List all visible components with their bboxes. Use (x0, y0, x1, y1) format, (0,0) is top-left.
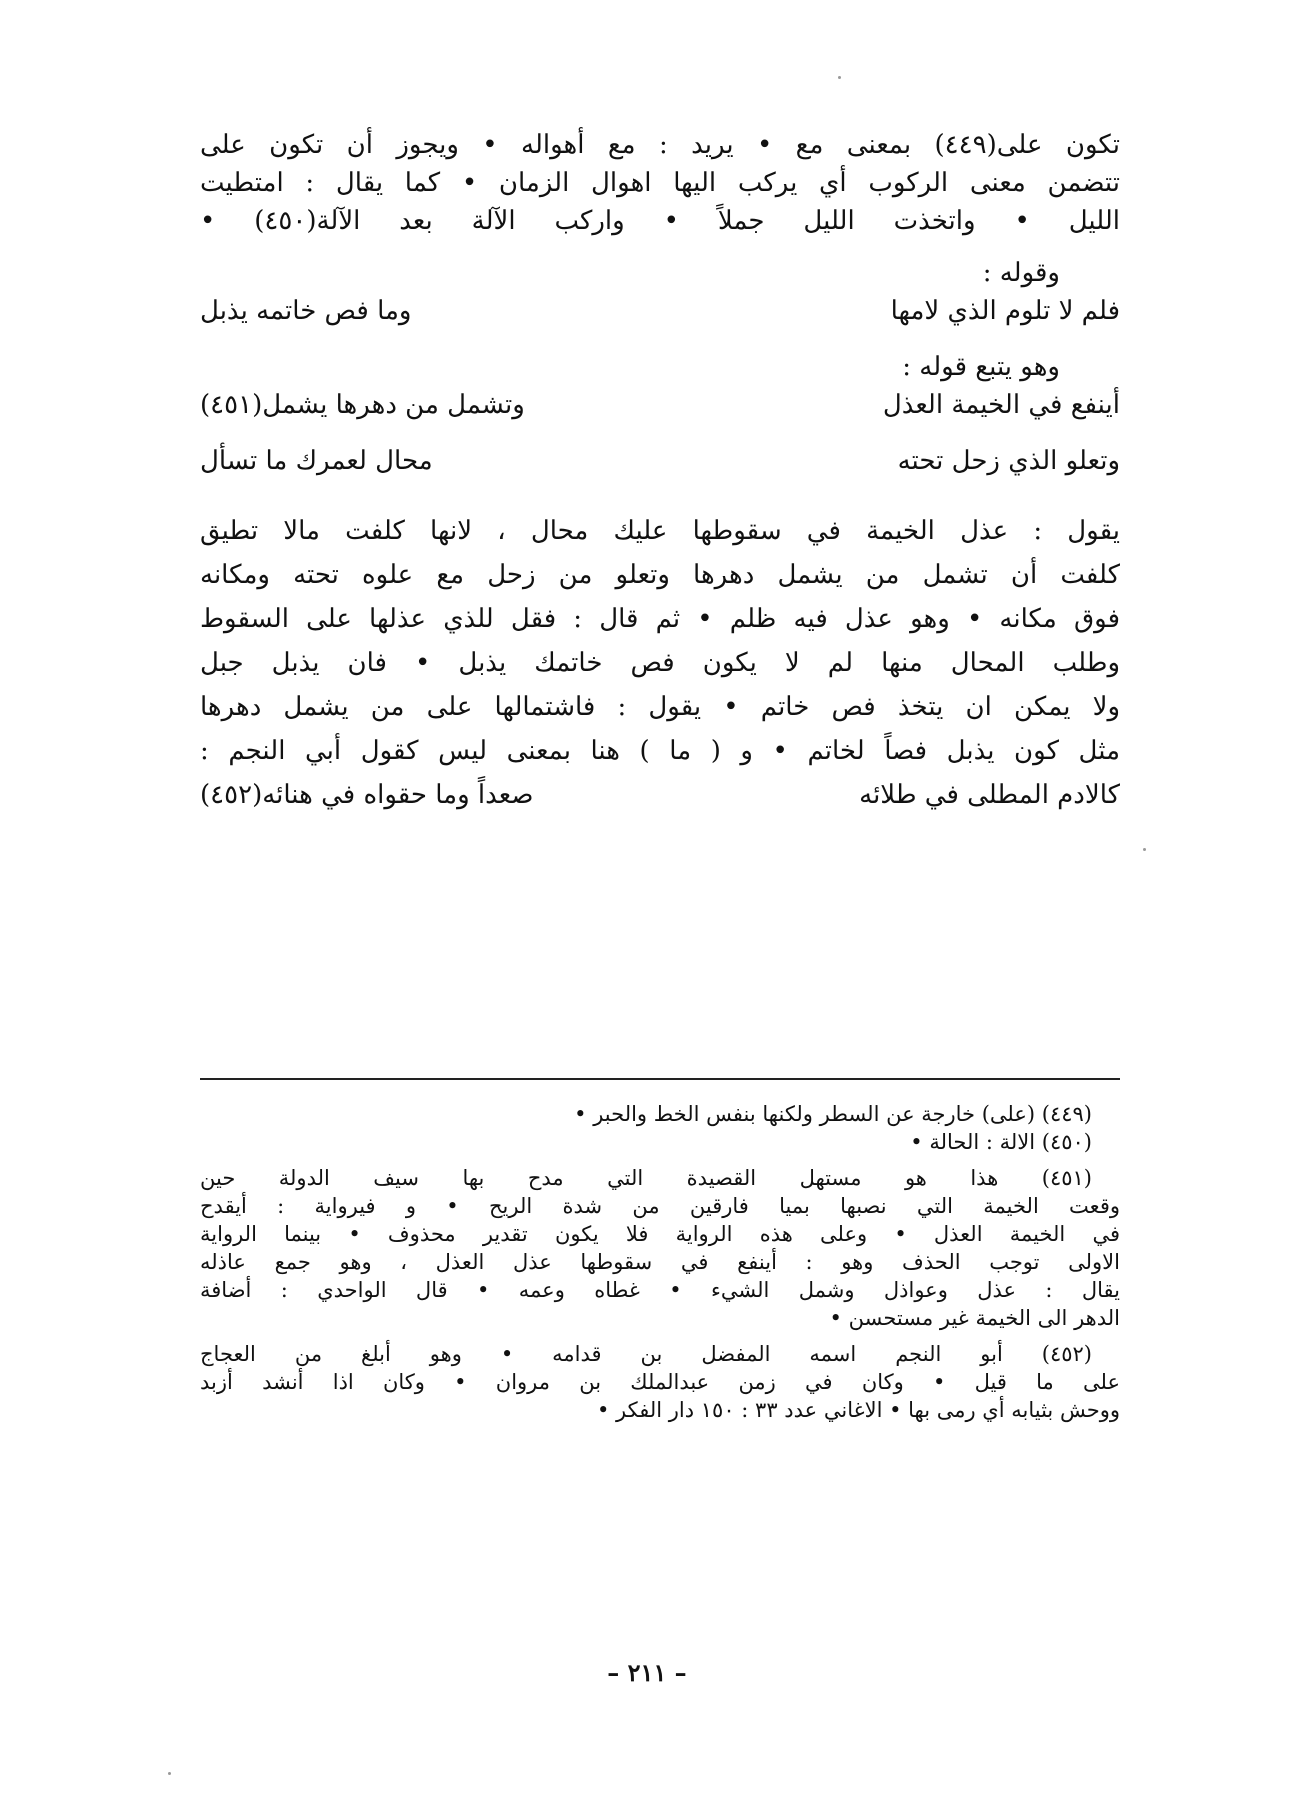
verse-4 (200, 780, 1120, 836)
prose-line-4: وطلب المحال منها لم لا يكون فص خاتمك يذبل • فان يذبل جبل (200, 648, 1120, 678)
verse-3 (200, 446, 1120, 502)
verse-1 (200, 296, 1120, 352)
verse-4-hemistich-left: صعداً وما حقواه في هنائه(٤٥٢) (200, 780, 534, 810)
verse-3-hemistich-left: محال لعمرك ما تسأل (200, 446, 433, 476)
footnote-451-line-2: وقعت الخيمة التي نصبها بميا فارقين من شدة الريح • و فيرواية : أيقدح (200, 1194, 1120, 1218)
scan-speck (838, 76, 841, 79)
footnote-separator (200, 1078, 1120, 1080)
footnote-452-line-2: على ما قيل • وكان في زمن عبدالملك بن مروان • وكان اذا أنشد أزبد (200, 1370, 1120, 1394)
page-number: – ٢١١ – (607, 1658, 687, 1687)
verse-intro-1: وقوله : (982, 258, 1060, 288)
verse-4-hemistich-right: كالادم المطلى في طلائه (859, 780, 1120, 810)
prose-line-1: يقول : عذل الخيمة في سقوطها عليك محال ، لانها كلفت مالا تطيق (200, 516, 1120, 546)
verse-3-hemistich-right: وتعلو الذي زحل تحته (897, 446, 1120, 476)
body-line-2: تتضمن معنى الركوب أي يركب اليها اهوال الزمان • كما يقال : امتطيت (200, 168, 1120, 198)
footnote-451-line-5: يقال : عذل وعواذل وشمل الشيء • غطاه وعمه • قال الواحدي : أضافة (200, 1278, 1120, 1302)
body-line-3: الليل • واتخذت الليل جملاً • واركب الآلة بعد الآلة(٤٥٠) • (200, 206, 1121, 236)
scan-speck (1143, 848, 1146, 851)
prose-line-2: كلفت أن تشمل من يشمل دهرها وتعلو من زحل مع علوه تحته ومكانه (200, 560, 1120, 590)
footnote-450: (٤٥٠) الالة : الحالة • (910, 1130, 1092, 1154)
prose-line-5: ولا يمكن ان يتخذ فص خاتم • يقول : فاشتمالها على من يشمل دهرها (200, 692, 1120, 722)
scan-speck (168, 1772, 171, 1775)
footnote-451-line-1: (٤٥١) هذا هو مستهل القصيدة التي مدح بها سيف الدولة حين (200, 1166, 1092, 1190)
footnotes (200, 1102, 1120, 1426)
footnote-451-line-6: الدهر الى الخيمة غير مستحسن • (829, 1306, 1120, 1330)
footnote-451-line-4: الاولى توجب الحذف وهو : أينفع في سقوطها عذل العذل ، وهو جمع عاذله (200, 1250, 1120, 1274)
verse-1-hemistich-right: فلم لا تلوم الذي لامها (890, 296, 1120, 326)
footnote-451-line-3: في الخيمة العذل • وعلى هذه الرواية فلا يكون تقدير محذوف • بينما الرواية (200, 1222, 1120, 1246)
prose-line-6: مثل كون يذبل فصاً لخاتم • و ( ما ) هنا بمعنى ليس كقول أبي النجم : (200, 736, 1120, 766)
prose-line-3: فوق مكانه • وهو عذل فيه ظلم • ثم قال : فقل للذي عذلها على السقوط (200, 604, 1120, 634)
verse-intro-2: وهو يتبع قوله : (902, 352, 1060, 382)
body-line-1: تكون على(٤٤٩) بمعنى مع • يريد : مع أهواله • ويجوز أن تكون على (200, 130, 1120, 160)
main-text (200, 130, 1120, 836)
verse-2 (200, 390, 1120, 446)
verse-1-hemistich-left: وما فص خاتمه يذبل (200, 296, 412, 326)
footnote-452-line-3: ووحش بثيابه أي رمى بها • الاغاني عدد ٣٣ : ١٥٠ دار الفكر • (596, 1398, 1120, 1422)
verse-2-hemistich-right: أينفع في الخيمة العذل (882, 390, 1120, 420)
verse-2-hemistich-left: وتشمل من دهرها يشمل(٤٥١) (200, 390, 525, 420)
footnote-449: (٤٤٩) (على) خارجة عن السطر ولكنها بنفس الخط والحبر • (574, 1102, 1092, 1126)
footnote-452-line-1: (٤٥٢) أبو النجم اسمه المفضل بن قدامه • وهو أبلغ من العجاج (200, 1342, 1092, 1366)
